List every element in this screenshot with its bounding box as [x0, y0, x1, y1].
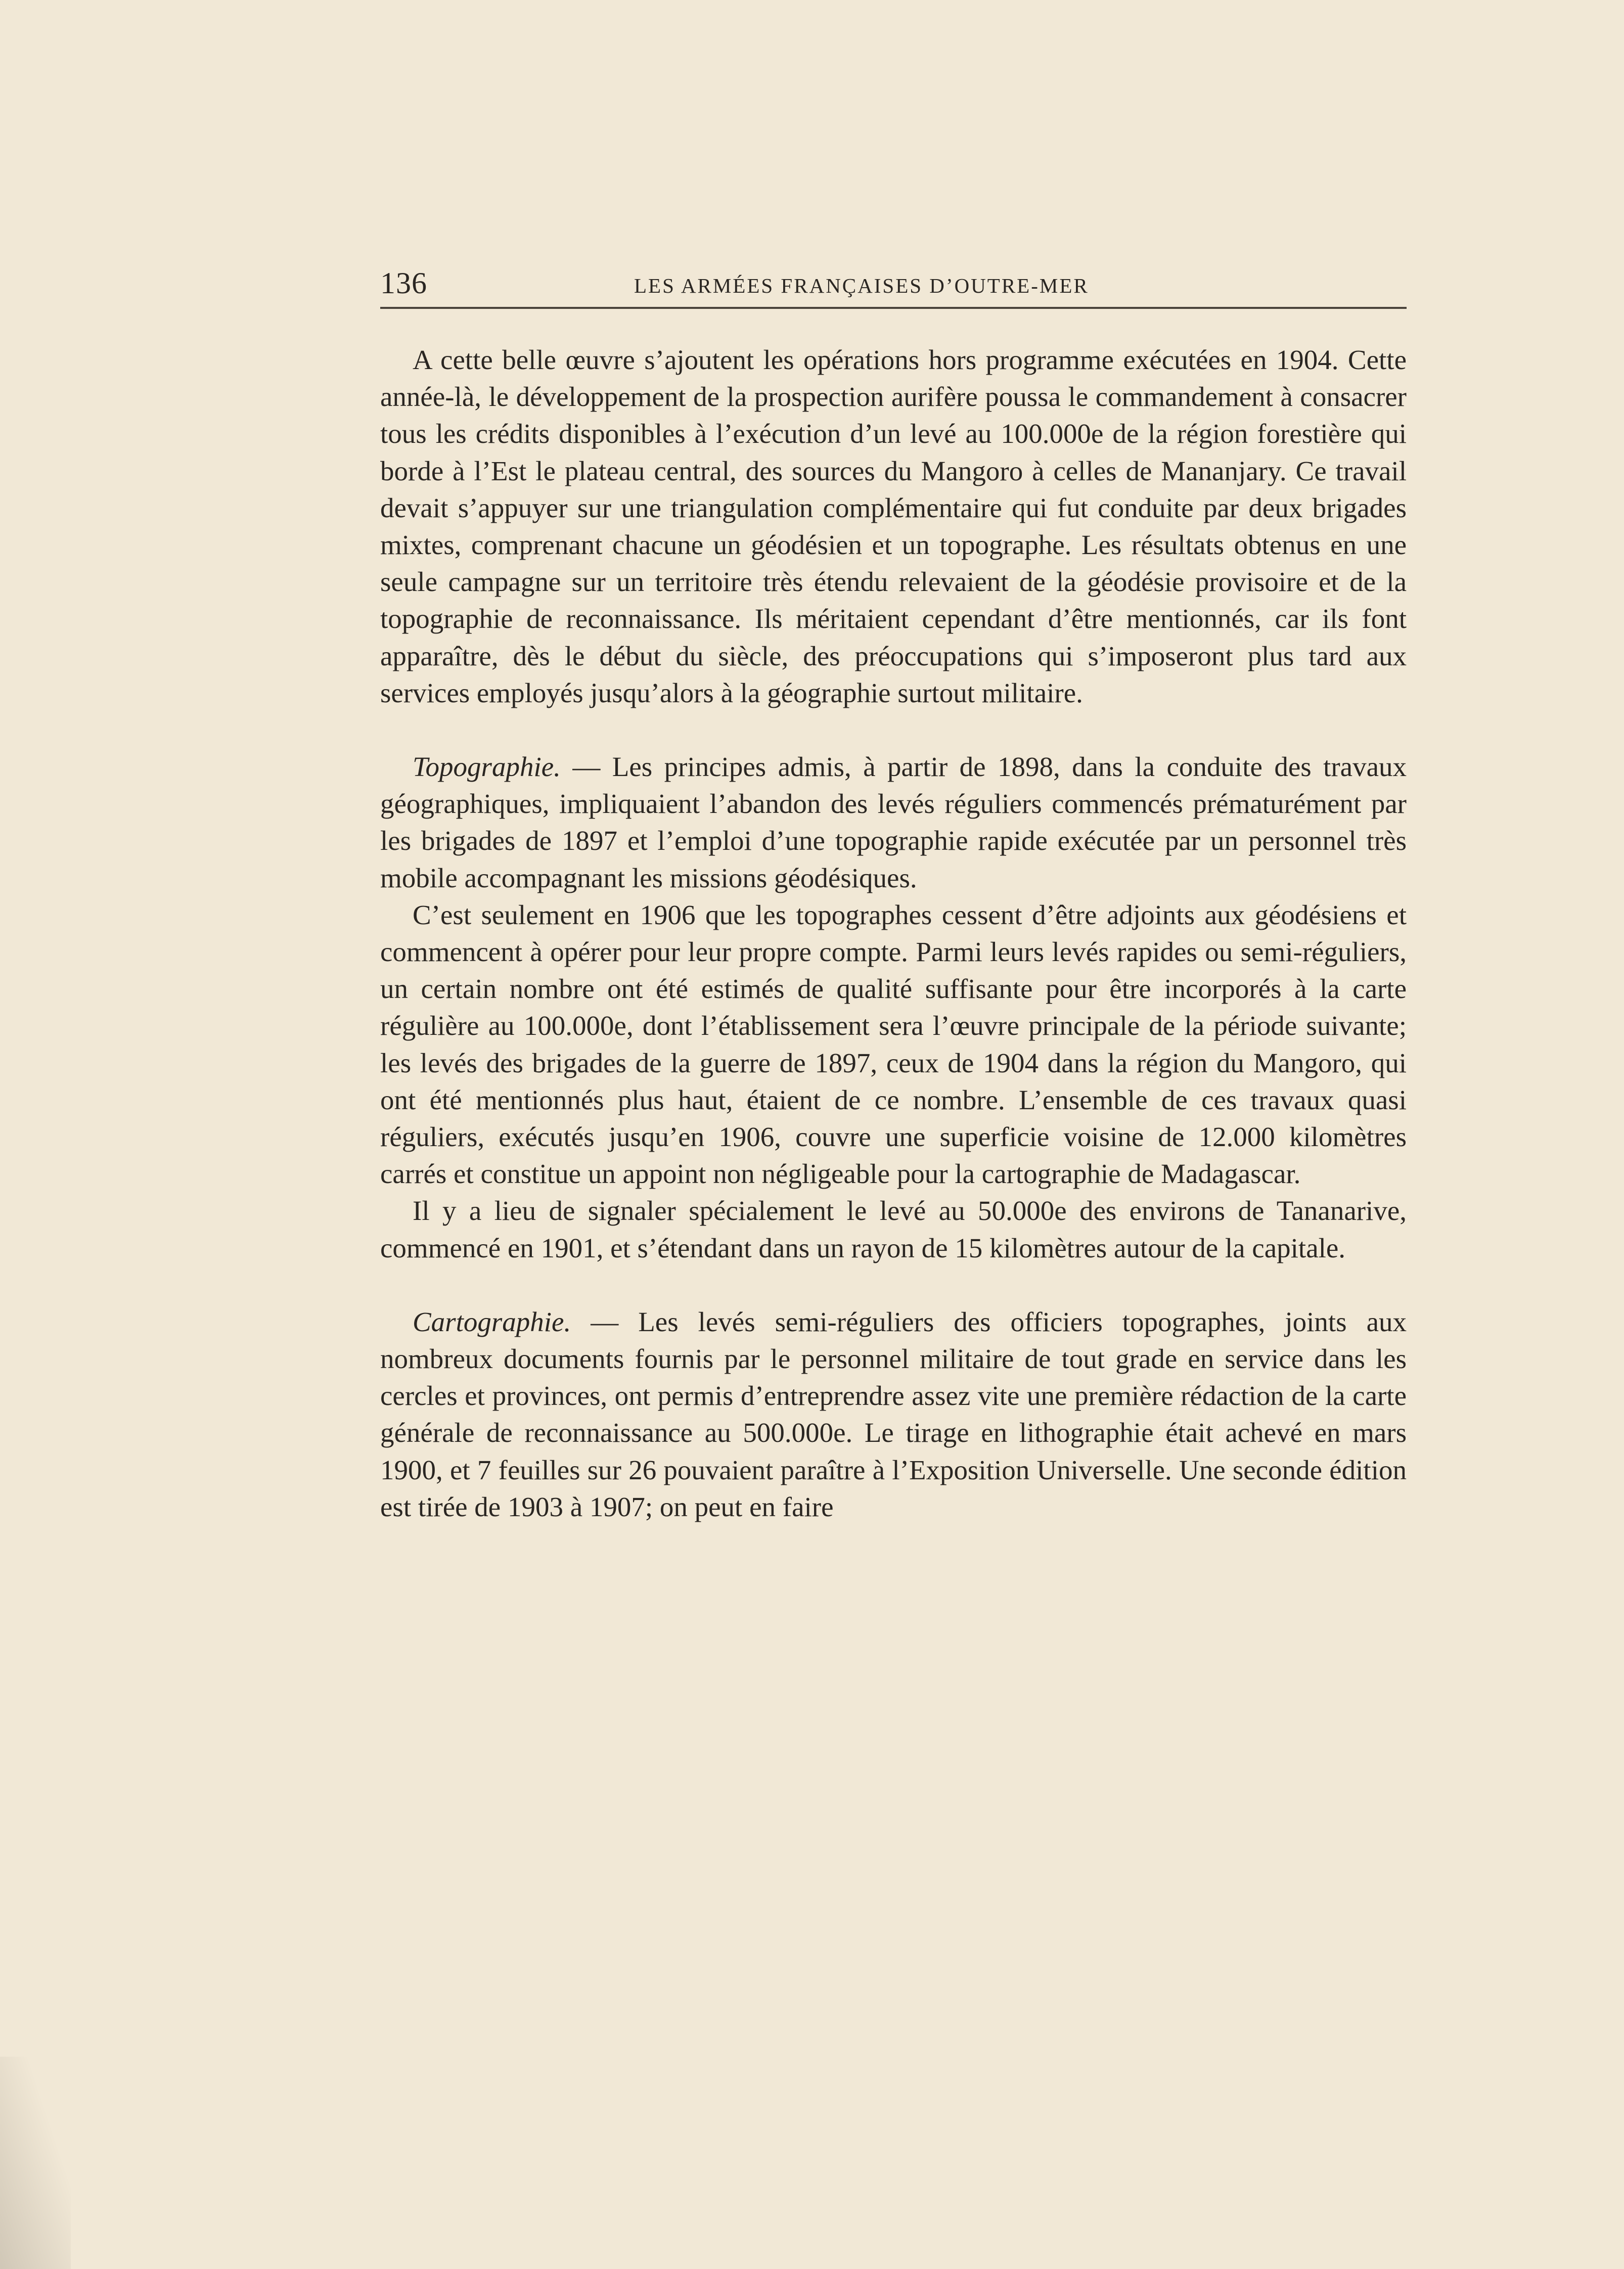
paragraph-text: Il y a lieu de signaler spécialement le levé au 50.000e des environs de Tananarive, commencé en 1901, et s’étendant dans un rayon de 15 kilomètres autour de la capitale.	[380, 1195, 1407, 1263]
body-text	[380, 341, 1407, 1525]
paragraph	[380, 1192, 1407, 1266]
section-heading-topographie: Topographie.	[413, 751, 561, 783]
paragraph	[380, 341, 1407, 711]
paragraph-text: — Les principes admis, à partir de 1898, dans la conduite des travaux géographiques, impliquaient l’abandon des levés réguliers commencés prématurément par les brigades de 1897 et l’emploi d’une topographie rapide exécutée par un personnel très mobile accompagnant les missions géodésiques.	[380, 751, 1407, 893]
paragraph-text: C’est seulement en 1906 que les topographes cessent d’être adjoints aux géodésiens et commencent à opérer pour leur propre compte. Parmi leurs levés rapides ou semi-réguliers, un certain nombre ont été estimés de qualité suffisante pour être incorporés à la carte régulière au 100.000e, dont l’établissement sera l’œuvre principale de la période suivante; les levés des brigades de la guerre de 1897, ceux de 1904 dans la région du Mangoro, qui ont été mentionnés plus haut, étaient de ce nombre. L’ensemble de ces travaux quasi réguliers, exécutés jusqu’en 1906, couvre une superficie voisine de 12.000 kilomètres carrés et constitue un appoint non négligeable pour la cartographie de Madagascar.	[380, 899, 1407, 1190]
header-rule	[380, 307, 1407, 309]
running-head: LES ARMÉES FRANÇAISES D’OUTRE-MER	[634, 274, 1089, 297]
scan-edge-shadow	[0, 2057, 71, 2269]
paragraph	[380, 896, 1407, 1193]
section-heading-cartographie: Cartographie.	[413, 1306, 571, 1337]
paragraph-text: — Les levés semi-réguliers des officiers topographes, joints aux nombreux documents fournis par le personnel militaire de tout grade en service dans les cercles et provinces, ont permis d’entreprendre assez vite une première rédaction de la carte générale de reconnaissance au 500.000e. Le tirage en lithographie était achevé en mars 1900, et 7 feuilles sur 26 pouvaient paraître à l’Exposition Universelle. Une seconde édition est tirée de 1903 à 1907; on peut en faire	[380, 1306, 1407, 1522]
page-header	[380, 257, 1407, 307]
paragraph	[380, 1303, 1407, 1525]
paragraph-text: A cette belle œuvre s’ajoutent les opérations hors programme exécutées en 1904. Cette année-là, le développement de la prospection aurifère poussa le commandement à consacrer tous les crédits disponibles à l’exécution d’un levé au 100.000e de la région forestière qui borde à l’Est le plateau central, des sources du Mangoro à celles de Mananjary. Ce travail devait s’appuyer sur une triangulation complémentaire qui fut conduite par deux brigades mixtes, comprenant chacune un géodésien et un topographe. Les résultats obtenus en une seule campagne sur un territoire très étendu relevaient de la géodésie provisoire et de la topographie de reconnaissance. Ils méritaient cependant d’être mentionnés, car ils font apparaître, dès le début du siècle, des préoccupations qui s’imposeront plus tard aux services employés jusqu’alors à la géographie surtout militaire.	[380, 344, 1407, 708]
paragraph	[380, 748, 1407, 896]
page-number: 136	[380, 266, 427, 300]
